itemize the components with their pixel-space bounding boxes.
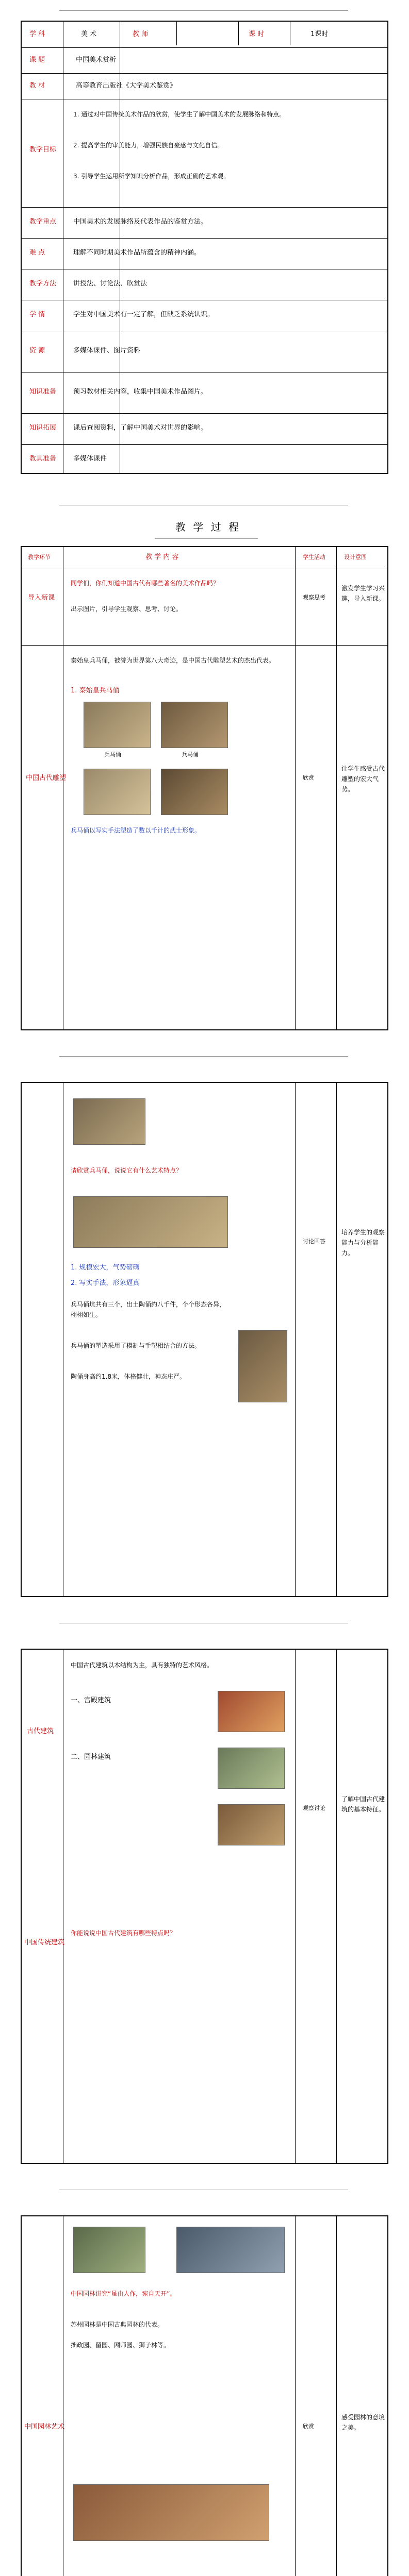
terracotta-photo: [73, 1098, 145, 1145]
row4-phase: 古代建筑: [27, 1727, 54, 1735]
sculpture-photo: [161, 769, 228, 815]
prior-label: 知识准备: [29, 388, 57, 396]
row3-student: 讨论回答: [303, 1238, 325, 1245]
row5-heading: 中国园林讲究“虽由人作，宛自天开”。: [71, 2290, 176, 2297]
resource-value: 多媒体课件、图片资料: [73, 347, 141, 354]
row1-student: 观察思考: [303, 594, 325, 601]
palace-photo: [218, 1691, 285, 1732]
row3-para1: 兵马俑坑共有三个，出土陶俑约八千件，个个形态各异，栩栩如生。: [71, 1301, 226, 1318]
period-value: 1课时: [310, 30, 329, 38]
title-underline: [155, 538, 258, 539]
head-design: 设计意图: [344, 554, 367, 561]
separator: [59, 1056, 348, 1057]
prior-value: 预习教材相关内容，收集中国美术作品图片。: [73, 388, 208, 396]
head-phase: 教学环节: [28, 554, 51, 561]
topic-value: 中国美术赏析: [76, 56, 117, 64]
method-value: 讲授法、讨论法、欣赏法: [73, 280, 148, 287]
row1-design: 激发学生学习兴趣，导入新课。: [341, 585, 385, 602]
row4-intro: 中国古代建筑以木结构为主，具有独特的艺术风格。: [71, 1662, 214, 1669]
studentana-value: 学生对中国美术有一定了解，但缺乏系统认识。: [73, 311, 215, 318]
row5-student: 欣赏: [303, 2423, 314, 2430]
row3-design: 培养学生的观察能力与分析能力。: [341, 1229, 385, 1257]
key-label: 教学重点: [29, 218, 57, 226]
goal-1: 1. 通过对中国传统美术作品的欣赏，使学生了解中国美术的发展脉络和特点。: [73, 111, 286, 118]
top-separator: [59, 10, 348, 11]
head-content: 教 学 内 容: [145, 553, 179, 561]
row4-item1: 一、宫殿建筑: [71, 1697, 111, 1704]
resource-label: 资 源: [29, 347, 45, 354]
cover-table: [21, 21, 388, 474]
row4-student: 观察讨论: [303, 1805, 325, 1811]
row2-student: 欣赏: [303, 774, 314, 781]
process-table-1: [21, 546, 388, 1030]
warrior-photo: [238, 1330, 287, 1402]
goal-3: 3. 引导学生运用所学知识分析作品，形成正确的艺术观。: [73, 173, 230, 180]
tools-label: 教具准备: [29, 455, 57, 463]
row3-para3: 陶俑身高约1.8米，体格健壮，神态庄严。: [71, 1373, 186, 1380]
topic-label: 课 题: [29, 56, 45, 64]
process-table-2: [21, 1082, 388, 1597]
garden-photo: [73, 2227, 145, 2273]
textbook-label: 教 材: [29, 82, 45, 90]
row3-blue1: 1. 规模宏大，气势磅礴: [71, 1264, 140, 1272]
diff-label: 难 点: [29, 249, 45, 257]
row2-intro: 秦始皇兵马俑，被誉为世界第八大奇迹，是中国古代雕塑艺术的杰出代表。: [71, 657, 275, 664]
row5-phase: 中国园林艺术: [24, 2423, 65, 2431]
terracotta-photo: [84, 702, 151, 748]
row3-blue2: 2. 写实手法，形象逼真: [71, 1279, 140, 1287]
row4-design: 了解中国古代建筑的基本特征。: [341, 1795, 385, 1813]
goal-2: 2. 提高学生的审美能力，增强民族自豪感与文化自信。: [73, 142, 224, 149]
row5-para2: 拙政园、留园、网师园、狮子林等。: [71, 2342, 170, 2349]
row2-phase: 中国古代雕塑: [26, 774, 67, 782]
sculpture-photo: [84, 769, 151, 815]
pic1-caption: 兵马俑: [104, 751, 121, 758]
extra-label: 知识拓展: [29, 424, 57, 432]
process-table-3: [21, 1649, 388, 2164]
row1-phase: 导入新课: [28, 594, 55, 602]
pit-photo: [73, 1196, 228, 1248]
row4-question: 你能说说中国古代建筑有哪些特点吗？: [71, 1929, 176, 1937]
tools-value: 多媒体课件: [73, 455, 107, 463]
row1-content: 出示图片，引导学生观察、思考、讨论。: [71, 605, 183, 613]
building-photo: [218, 1804, 285, 1845]
garden-photo: [218, 1748, 285, 1789]
row2-sublabel: 1. 秦始皇兵马俑: [71, 687, 120, 694]
row4-phase2: 中国传统建筑: [24, 1939, 65, 1946]
terracotta-photo: [161, 702, 228, 748]
method-label: 教学方法: [29, 280, 57, 287]
section-title: 教 学 过 程: [175, 521, 241, 533]
head-student: 学生活动: [303, 554, 325, 561]
row2-blue: 兵马俑以写实手法塑造了数以千计的武士形象。: [71, 827, 201, 834]
diff-value: 理解不同时期美术作品所蕴含的精神内涵。: [73, 249, 201, 257]
extra-value: 课后查阅资料，了解中国美术对世界的影响。: [73, 424, 208, 432]
subject-label: 学 科: [29, 30, 45, 38]
row3-para2: 兵马俑的塑造采用了模制与手塑相结合的方法。: [71, 1342, 201, 1349]
row5-para1: 苏州园林是中国古典园林的代表。: [71, 2321, 164, 2328]
row5-design: 感受园林的意境之美。: [341, 2414, 385, 2431]
row2-design: 让学生感受古代雕塑的宏大气势。: [341, 765, 385, 793]
teacher-label: 教 师: [133, 30, 149, 38]
studentana-label: 学 情: [29, 311, 45, 318]
period-label: 课 时: [249, 30, 265, 38]
textbook-value: 高等教育出版社《大学美术鉴赏》: [76, 82, 177, 90]
pic2-caption: 兵马俑: [182, 751, 199, 758]
row1-question: 同学们，你们知道中国古代有哪些著名的美术作品吗？: [71, 580, 220, 587]
key-value: 中国美术的发展脉络及代表作品的鉴赏方法。: [73, 218, 208, 226]
pavilion-photo: [73, 2484, 269, 2541]
process-table-4: [21, 2215, 388, 2576]
row4-item2: 二、园林建筑: [71, 1753, 111, 1761]
garden-photo: [176, 2227, 285, 2273]
subject-value: 美 术: [81, 30, 97, 38]
goals-label: 教学目标: [29, 146, 57, 154]
row3-heading: 请欣赏兵马俑，说说它有什么艺术特点？: [71, 1167, 183, 1174]
